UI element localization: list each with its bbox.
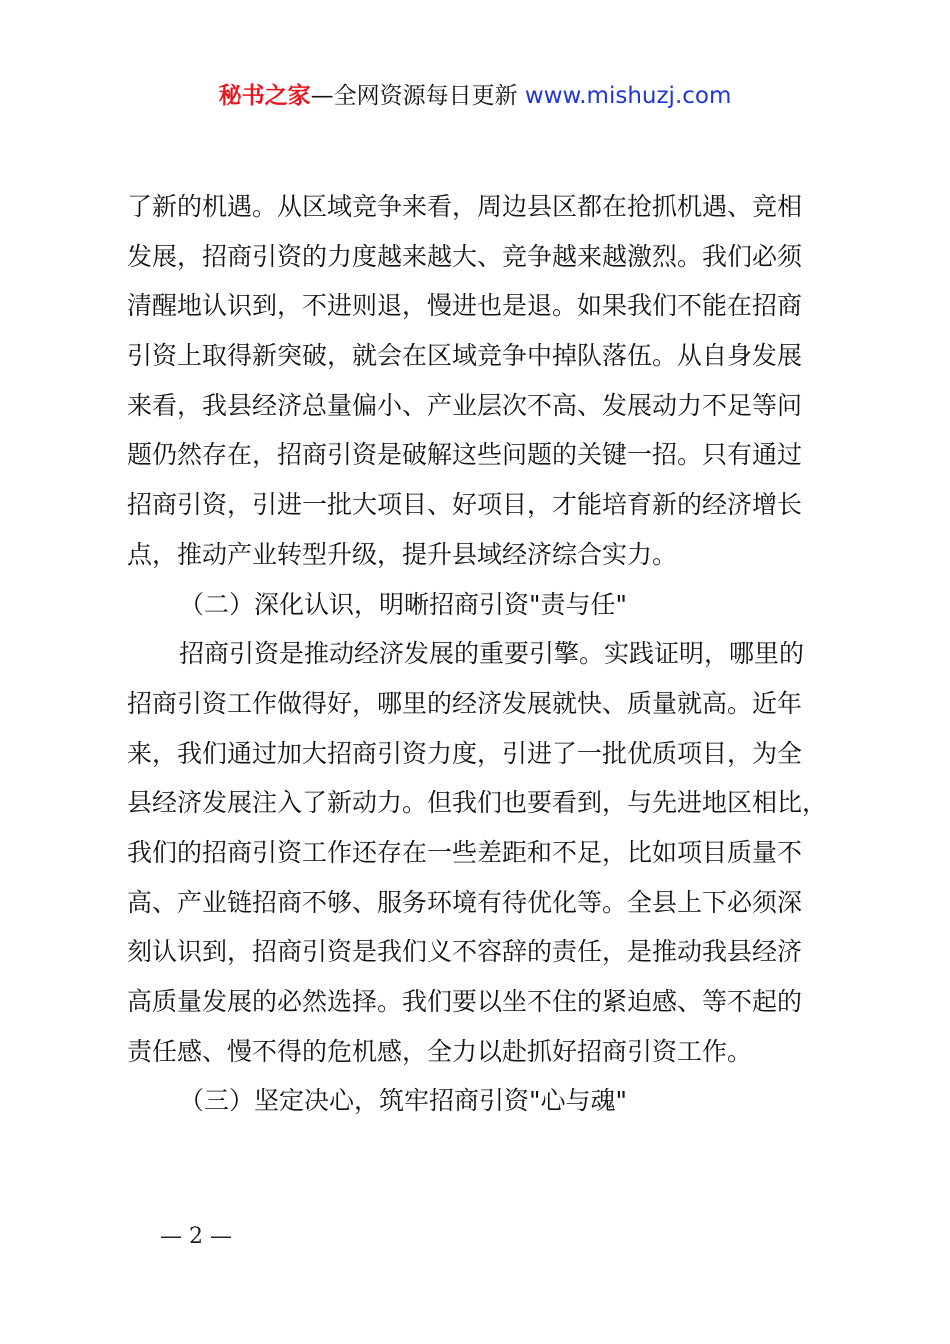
- site-url-link[interactable]: www.mishuzj.com: [524, 83, 732, 109]
- text-line: 了新的机遇。从区域竞争来看，周边县区都在抢抓机遇、竞相: [127, 192, 803, 221]
- text-line: 县经济发展注入了新动力。但我们也要看到，与先进地区相比，: [127, 788, 828, 818]
- document-body: [127, 182, 833, 1126]
- text-line: 责任感、慢不得的危机感，全力以赴抓好招商引资工作。: [127, 1036, 753, 1066]
- text-line: 清醒地认识到，不进则退，慢进也是退。如果我们不能在招商: [127, 291, 803, 321]
- section-heading: （二）深化认识，明晰招商引资"责与任": [179, 589, 627, 619]
- text-line: 来，我们通过加大招商引资力度，引进了一批优质项目，为全: [127, 738, 803, 768]
- site-header: [0, 80, 950, 112]
- site-brand: 秘书之家: [218, 83, 311, 109]
- header-tagline: 全网资源每日更新: [333, 83, 518, 109]
- text-line: 发展，招商引资的力度越来越大、竞争越来越激烈。我们必须: [127, 241, 803, 271]
- text-line: 引资上取得新突破，就会在区域竞争中掉队落伍。从自身发展: [127, 341, 803, 371]
- text-line: 我们的招商引资工作还存在一些差距和不足，比如项目质量不: [127, 837, 803, 867]
- text-line: 高、产业链招商不够、服务环境有待优化等。全县上下必须深: [127, 887, 803, 917]
- text-line: 来看，我县经济总量偏小、产业层次不高、发展动力不足等问: [127, 390, 803, 420]
- text-line: 题仍然存在，招商引资是破解这些问题的关键一招。只有通过: [127, 440, 803, 470]
- text-line: 招商引资，引进一批大项目、好项目，才能培育新的经济增长: [127, 490, 803, 520]
- page-number: — 2 —: [160, 1224, 232, 1249]
- text-line: 刻认识到，招商引资是我们义不容辞的责任，是推动我县经济: [127, 937, 803, 967]
- section-heading: （三）坚定决心，筑牢招商引资"心与魂": [179, 1086, 627, 1116]
- text-line: 招商引资工作做得好，哪里的经济发展就快、质量就高。近年: [127, 688, 803, 718]
- text-line: 高质量发展的必然选择。我们要以坐不住的紧迫感、等不起的: [127, 987, 803, 1016]
- text-line: 招商引资是推动经济发展的重要引擎。实践证明，哪里的: [179, 639, 805, 669]
- text-line: 点，推动产业转型升级，提升县域经济综合实力。: [127, 539, 678, 569]
- header-dash: —: [310, 83, 334, 109]
